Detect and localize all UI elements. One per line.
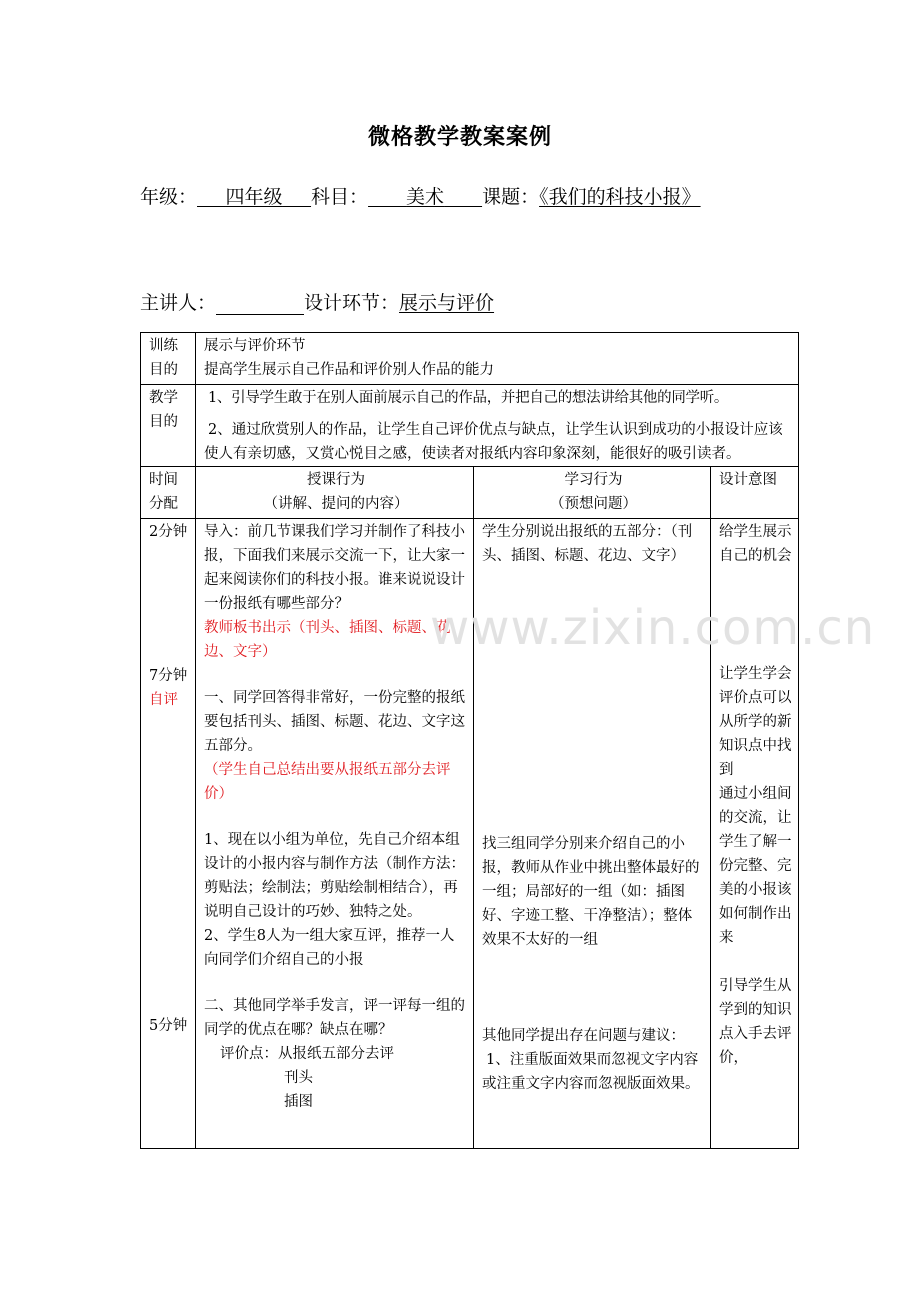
teacher-board: 教师板书出示（刊头、插图、标题、花边、文字） <box>204 620 451 660</box>
lesson-info-line <box>140 182 701 209</box>
section-value: 展示与评价 <box>399 292 495 314</box>
time-cell <box>141 519 196 1149</box>
lesson-plan-table <box>140 332 799 1149</box>
teacher-p2: 1、现在以小组为单位，先自己介绍本组设计的小报内容与制作方法（制作方法：剪贴法；绘制法；剪贴绘制相结合），再说明自己设计的巧妙、独特之处。 <box>204 832 465 920</box>
intent-3: 通过小组间的交流，让学生了解一份完整、完美的小报该如何制作出来 <box>719 786 792 946</box>
intent-1: 给学生展示自己的机会 <box>719 524 792 564</box>
topic-label: 课题： <box>482 186 540 208</box>
col-intent-header: 设计意图 <box>711 467 799 519</box>
teacher-p7: 插图 <box>284 1094 313 1110</box>
speaker-line <box>140 288 494 315</box>
training-goal-row <box>141 333 799 385</box>
col-teacher-header: 授课行为 （讲解、提问的内容） <box>196 467 474 519</box>
student-1: 学生分别说出报纸的五部分：（刊头、插图、标题、花边、文字） <box>482 524 693 564</box>
teacher-p1: 一、同学回答得非常好，一份完整的报纸要包括刊头、插图、标题、花边、文字这五部分。 <box>204 690 465 754</box>
teaching-goal-row <box>141 385 799 467</box>
time-1: 2分钟 <box>149 524 188 540</box>
column-header-row <box>141 467 799 519</box>
grade-value: 四年级 <box>225 186 283 208</box>
col-time-header: 时间分配 <box>141 467 196 519</box>
page-title: 微格教学教案案例 <box>367 124 552 150</box>
speaker-blank <box>216 294 304 315</box>
watermark: www.zixin.com.cn <box>430 600 876 656</box>
section-label: 设计环节： <box>304 292 400 314</box>
teacher-cell <box>196 519 474 1149</box>
time-2: 7分钟 <box>149 668 188 684</box>
student-cell <box>474 519 711 1149</box>
teacher-p3: 2、学生8人为一组大家互评，推荐一人向同学们介绍自己的小报 <box>204 928 455 968</box>
subject-label: 科目： <box>311 186 369 208</box>
teacher-p1-red: （学生自己总结出要从报纸五部分去评价） <box>204 762 451 802</box>
grade-label: 年级： <box>140 186 198 208</box>
intent-cell <box>711 519 799 1149</box>
teacher-p5: 评价点：从报纸五部分去评 <box>220 1046 394 1062</box>
student-3: 其他同学提出存在问题与建议： <box>482 1028 685 1044</box>
teaching-goal-content: 1、引导学生敢于在别人面前展示自己的作品，并把自己的想法讲给其他的同学听。 2、通过欣赏别人的作品，让学生自己评价优点与缺点，让学生认识到成功的小报设计应该使人有亲切感，又赏心悦目之感，使读者对报纸内容印象深刻，能很好的吸引读者。 <box>196 385 799 467</box>
intent-4: 引导学生从学到的知识点入手去评价， <box>719 978 792 1066</box>
time-3: 5分钟 <box>149 1018 188 1034</box>
subject-value: 美术 <box>406 186 445 208</box>
training-goal-label: 训练目的 <box>141 333 196 385</box>
speaker-label: 主讲人： <box>140 292 217 314</box>
content-row <box>141 519 799 1149</box>
student-2: 找三组同学分别来介绍自己的小报，教师从作业中挑出整体最好的一组；局部好的一组（如：插图好、字迹工整、干净整洁）；整体效果不太好的一组 <box>482 836 700 948</box>
teacher-intro: 导入：前几节课我们学习并制作了科技小报，下面我们来展示交流一下，让大家一起来阅读你们的科技小报。谁来说说设计一份报纸有哪些部分？ <box>204 524 465 612</box>
intent-2: 让学生学会评价点可以从所学的新知识点中找到 <box>719 666 792 778</box>
time-2-note: 自评 <box>149 692 178 708</box>
student-4: 1、注重版面效果而忽视文字内容或注重文字内容而忽视版面效果。 <box>482 1052 700 1092</box>
teaching-goal-label: 教学目的 <box>141 385 196 467</box>
teacher-p4: 二、其他同学举手发言，评一评每一组的同学的优点在哪？缺点在哪？ <box>204 998 465 1038</box>
teacher-p6: 刊头 <box>284 1070 313 1086</box>
topic-value: 《我们的科技小报》 <box>539 186 701 208</box>
col-student-header: 学习行为 （预想问题） <box>474 467 711 519</box>
training-goal-content: 展示与评价环节 提高学生展示自己作品和评价别人作品的能力 <box>196 333 799 385</box>
